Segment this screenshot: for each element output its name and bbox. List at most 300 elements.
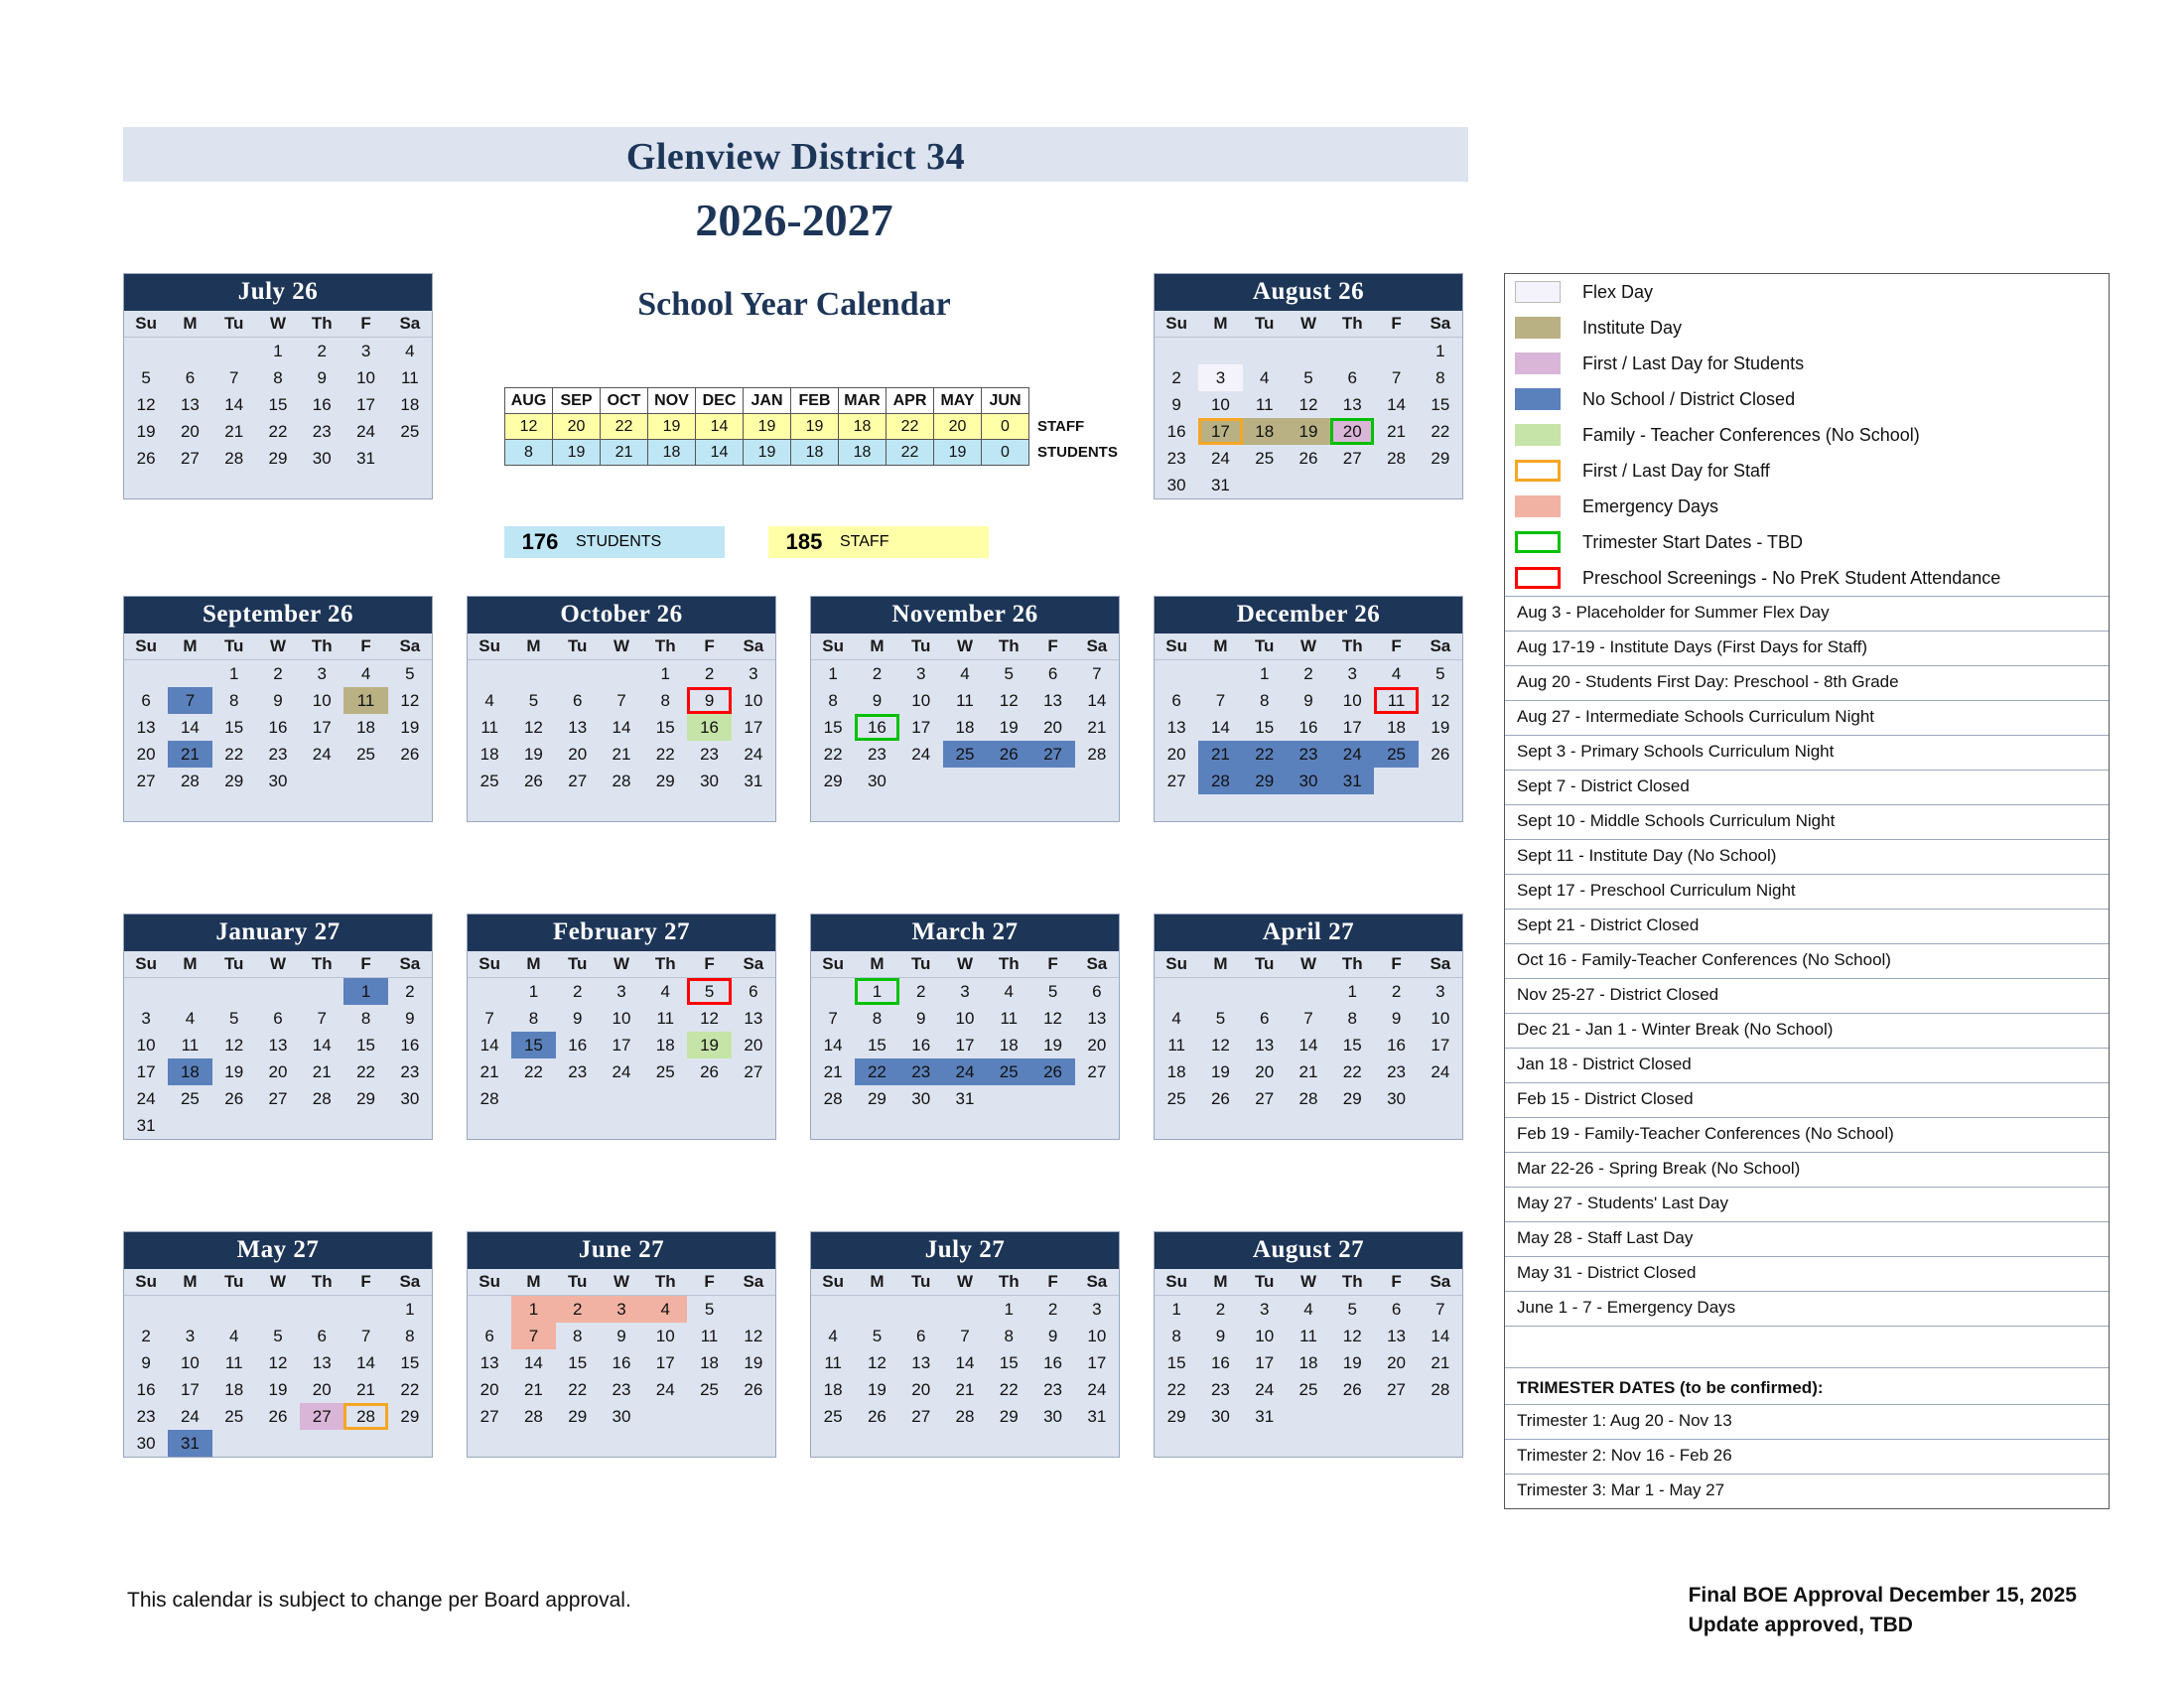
- day-number: 23: [268, 744, 288, 764]
- empty-cell: [687, 1430, 731, 1457]
- legend-label: First / Last Day for Staff: [1582, 460, 1770, 481]
- empty-cell: [1330, 794, 1374, 821]
- day-cell: [1155, 1058, 1198, 1085]
- day-number: 12: [744, 1326, 763, 1345]
- empty-cell: [468, 794, 511, 821]
- day-number: [1374, 768, 1418, 794]
- empty-cell: [1243, 977, 1287, 1005]
- day-number: [212, 794, 256, 821]
- day-cell: [687, 1349, 731, 1376]
- day-number: 7: [828, 1008, 838, 1028]
- day-number: 8: [1347, 1008, 1357, 1028]
- day-number: [732, 1112, 775, 1139]
- day-cell: [511, 1349, 555, 1376]
- day-cell: [1198, 1005, 1242, 1032]
- calendar-note: Mar 22-26 - Spring Break (No School): [1505, 1152, 2109, 1187]
- weekday-header: Su: [124, 1269, 168, 1295]
- day-cell: [1243, 1295, 1287, 1323]
- week-row: [811, 1112, 1119, 1139]
- weekday-header: M: [1198, 951, 1242, 977]
- day-number: 30: [268, 771, 288, 790]
- day-cell: [943, 714, 987, 741]
- day-cell: [556, 1403, 600, 1430]
- day-cell: [899, 687, 943, 714]
- week-row: [468, 714, 775, 741]
- month-grid: [811, 951, 1119, 1139]
- day-cell: [511, 1032, 555, 1058]
- day-cell: [987, 741, 1030, 768]
- empty-cell: [168, 1295, 211, 1323]
- school-year-title: 2026-2027: [695, 195, 893, 245]
- empty-cell: [1419, 1403, 1462, 1430]
- empty-cell: [212, 977, 256, 1005]
- day-number: [1243, 338, 1287, 364]
- day-number: 10: [612, 1008, 631, 1028]
- day-number: [468, 794, 511, 821]
- day-cell: [168, 1085, 211, 1112]
- empty-cell: [600, 659, 643, 687]
- day-cell: [1030, 1295, 1074, 1323]
- attendance-students-cell: 19: [744, 440, 791, 466]
- day-cell: [1287, 1032, 1330, 1058]
- day-number: 3: [1092, 1299, 1102, 1319]
- empty-cell: [811, 1430, 855, 1457]
- weekday-header: Tu: [212, 1269, 256, 1295]
- empty-cell: [124, 977, 168, 1005]
- day-cell: [300, 687, 343, 714]
- day-number: 15: [400, 1352, 420, 1372]
- attendance-students-cell: 0: [982, 440, 1029, 466]
- weekday-header: Su: [124, 951, 168, 977]
- day-number: 10: [180, 1352, 200, 1372]
- month-title: May 27: [124, 1232, 432, 1269]
- day-number: 24: [1255, 1379, 1275, 1399]
- day-cell: [124, 1005, 168, 1032]
- week-row: [811, 1058, 1119, 1085]
- day-number: 11: [1255, 394, 1274, 414]
- day-number: 24: [180, 1406, 200, 1426]
- day-cell: [643, 1295, 687, 1323]
- day-number: 21: [823, 1061, 843, 1081]
- legend-item-preschool-screenings: [1505, 560, 2109, 596]
- day-number: [943, 1112, 987, 1139]
- month-title: January 27: [124, 914, 432, 951]
- day-number: [1030, 1085, 1074, 1112]
- day-cell: [1287, 741, 1330, 768]
- day-number: 26: [700, 1061, 719, 1081]
- day-cell: [256, 687, 300, 714]
- day-number: [1374, 1430, 1418, 1457]
- empty-cell: [899, 768, 943, 794]
- month-title: April 27: [1155, 914, 1462, 951]
- day-cell: [732, 687, 775, 714]
- day-cell: [855, 1376, 898, 1403]
- day-cell: [168, 1323, 211, 1349]
- day-number: 26: [268, 1406, 288, 1426]
- day-cell: [256, 337, 300, 364]
- week-row: [124, 1112, 432, 1139]
- day-number: [1155, 1112, 1198, 1139]
- day-number: 14: [1298, 1035, 1318, 1055]
- month-title: July 27: [811, 1232, 1119, 1269]
- day-number: 26: [1210, 1088, 1230, 1108]
- empty-cell: [811, 977, 855, 1005]
- day-number: [212, 978, 256, 1005]
- empty-cell: [811, 794, 855, 821]
- day-number: 7: [317, 1008, 327, 1028]
- day-number: 8: [872, 1008, 883, 1028]
- day-cell: [855, 768, 898, 794]
- day-cell: [899, 1349, 943, 1376]
- day-number: 28: [612, 771, 631, 790]
- day-number: 12: [523, 717, 543, 737]
- day-number: 31: [1210, 475, 1230, 494]
- attendance-students-cell: 18: [839, 440, 887, 466]
- day-cell: [643, 1005, 687, 1032]
- empty-cell: [556, 1112, 600, 1139]
- weekday-header: F: [1030, 1269, 1074, 1295]
- week-row: [1155, 794, 1462, 821]
- week-row: [811, 794, 1119, 821]
- attendance-month-header: DEC: [696, 388, 744, 414]
- footer-disclaimer: This calendar is subject to change per Board approval.: [127, 1589, 631, 1612]
- day-number: [811, 978, 855, 1005]
- weekday-header: Su: [1155, 633, 1198, 659]
- day-number: [212, 472, 256, 498]
- legend-label: Flex Day: [1582, 281, 1654, 302]
- day-number: 16: [687, 714, 731, 741]
- day-number: 2: [1215, 1299, 1226, 1319]
- month-grid: [124, 311, 432, 498]
- day-number: 11: [956, 690, 974, 710]
- day-number: 5: [228, 1008, 239, 1028]
- empty-cell: [1030, 1430, 1074, 1457]
- day-number: 5: [1435, 663, 1445, 683]
- day-number: 26: [136, 448, 156, 468]
- day-cell: [511, 714, 555, 741]
- day-number: 12: [224, 1035, 244, 1055]
- weekday-header: Tu: [556, 633, 600, 659]
- day-number: 8: [528, 1008, 539, 1028]
- day-cell: [899, 1376, 943, 1403]
- day-cell: [1030, 1376, 1074, 1403]
- day-number: [300, 472, 343, 498]
- empty-cell: [1155, 794, 1198, 821]
- week-row: [124, 977, 432, 1005]
- empty-cell: [732, 794, 775, 821]
- day-cell: [1330, 1058, 1374, 1085]
- day-number: [1374, 1112, 1418, 1139]
- day-cell: [556, 1032, 600, 1058]
- day-number: 20: [911, 1379, 931, 1399]
- day-cell: [1374, 687, 1418, 714]
- day-cell: [468, 1085, 511, 1112]
- weekday-header: F: [1374, 1269, 1418, 1295]
- day-number: [987, 1085, 1030, 1112]
- weekday-header: Su: [124, 633, 168, 659]
- day-cell: [388, 1403, 432, 1430]
- weekday-header-row: [124, 633, 432, 659]
- day-cell: [1287, 1005, 1330, 1032]
- empty-cell: [300, 1295, 343, 1323]
- day-number: 30: [911, 1088, 931, 1108]
- day-number: 7: [228, 367, 239, 387]
- day-number: 23: [700, 744, 719, 764]
- weekday-header-row: [468, 951, 775, 977]
- week-row: [1155, 1005, 1462, 1032]
- weekday-header: Sa: [1419, 633, 1462, 659]
- day-cell: [687, 768, 731, 794]
- empty-cell: [511, 659, 555, 687]
- day-cell: [811, 1005, 855, 1032]
- weekday-header-row: [1155, 1269, 1462, 1295]
- day-number: 12: [1342, 1326, 1362, 1345]
- day-number: [300, 768, 343, 794]
- day-cell: [1155, 418, 1198, 445]
- day-cell: [511, 1058, 555, 1085]
- day-cell: [300, 1058, 343, 1085]
- day-number: [1374, 1403, 1418, 1430]
- day-cell: [1030, 741, 1074, 768]
- day-cell: [300, 337, 343, 364]
- day-cell: [124, 364, 168, 391]
- day-number: 20: [180, 421, 200, 441]
- day-number: 29: [1166, 1406, 1186, 1426]
- day-cell: [1198, 418, 1242, 445]
- attendance-staff-cell: 18: [839, 414, 887, 440]
- month-grid: [468, 1269, 775, 1457]
- day-number: [943, 1296, 987, 1323]
- day-cell: [855, 1403, 898, 1430]
- day-number: 30: [1043, 1406, 1062, 1426]
- day-number: 12: [136, 394, 156, 414]
- day-number: 30: [612, 1406, 631, 1426]
- day-number: [1198, 338, 1242, 364]
- day-number: 25: [700, 1379, 719, 1399]
- calendar-note: Sept 17 - Preschool Curriculum Night: [1505, 874, 2109, 909]
- day-number: 29: [400, 1406, 420, 1426]
- day-number: 18: [1243, 418, 1287, 445]
- day-number: 19: [687, 1032, 731, 1058]
- day-number: 25: [400, 421, 420, 441]
- week-row: [468, 1349, 775, 1376]
- empty-cell: [1030, 1085, 1074, 1112]
- day-number: 17: [1342, 717, 1362, 737]
- day-number: [899, 768, 943, 794]
- month-title: August 27: [1155, 1232, 1462, 1269]
- day-number: 30: [312, 448, 332, 468]
- day-cell: [1243, 445, 1287, 472]
- day-cell: [1374, 977, 1418, 1005]
- day-cell: [987, 687, 1030, 714]
- day-cell: [687, 1058, 731, 1085]
- weekday-header: Th: [1330, 633, 1374, 659]
- day-number: 1: [273, 341, 283, 360]
- empty-cell: [1155, 337, 1198, 364]
- week-row: [124, 337, 432, 364]
- day-number: 28: [1298, 1088, 1318, 1108]
- day-cell: [1374, 1085, 1418, 1112]
- day-number: [1030, 768, 1074, 794]
- day-cell: [1374, 1005, 1418, 1032]
- day-number: [987, 1112, 1030, 1139]
- day-number: [343, 794, 387, 821]
- month-block: [1154, 596, 1463, 822]
- day-cell: [1030, 687, 1074, 714]
- day-cell: [300, 1032, 343, 1058]
- weekday-header: Tu: [1243, 1269, 1287, 1295]
- day-number: [987, 794, 1030, 821]
- day-cell: [1287, 1376, 1330, 1403]
- weekday-header: Tu: [1243, 311, 1287, 337]
- day-cell: [212, 1032, 256, 1058]
- day-number: 7: [616, 690, 626, 710]
- day-cell: [643, 1323, 687, 1349]
- week-row: [124, 445, 432, 472]
- day-number: 11: [1167, 1035, 1185, 1055]
- day-number: [643, 794, 687, 821]
- day-cell: [1330, 659, 1374, 687]
- day-number: 22: [268, 421, 288, 441]
- empty-cell: [987, 1112, 1030, 1139]
- weekday-header: W: [256, 1269, 300, 1295]
- day-cell: [124, 1376, 168, 1403]
- week-row: [468, 1430, 775, 1457]
- empty-cell: [1330, 337, 1374, 364]
- week-row: [1155, 714, 1462, 741]
- attendance-month-header: AUG: [505, 388, 553, 414]
- day-cell: [811, 1058, 855, 1085]
- weekday-header: W: [1287, 633, 1330, 659]
- day-cell: [1243, 659, 1287, 687]
- month-block: [1154, 1231, 1463, 1458]
- weekday-header: W: [1287, 1269, 1330, 1295]
- day-number: 14: [1387, 394, 1406, 414]
- day-cell: [343, 391, 387, 418]
- day-number: 28: [224, 448, 244, 468]
- month-title: October 26: [468, 597, 775, 633]
- day-number: [388, 794, 432, 821]
- day-cell: [1198, 1403, 1242, 1430]
- day-cell: [300, 741, 343, 768]
- day-number: 30: [136, 1433, 156, 1453]
- day-number: 29: [568, 1406, 588, 1426]
- day-number: 4: [484, 690, 494, 710]
- weekday-header: Sa: [1419, 951, 1462, 977]
- day-number: [1330, 794, 1374, 821]
- day-cell: [468, 1403, 511, 1430]
- day-number: 30: [1166, 475, 1186, 494]
- day-cell: [1155, 1032, 1198, 1058]
- day-cell: [1155, 1376, 1198, 1403]
- week-row: [468, 1112, 775, 1139]
- calendar-subtitle: School Year Calendar: [637, 286, 951, 323]
- month-block: [123, 914, 433, 1140]
- day-cell: [1155, 1295, 1198, 1323]
- day-number: 22: [224, 744, 244, 764]
- day-number: 23: [1043, 1379, 1062, 1399]
- day-number: 21: [312, 1061, 332, 1081]
- trimester-heading: TRIMESTER DATES (to be confirmed):: [1505, 1367, 2109, 1404]
- day-number: [1075, 794, 1119, 821]
- week-row: [1155, 1058, 1462, 1085]
- day-number: 12: [1043, 1008, 1062, 1028]
- day-cell: [1198, 1376, 1242, 1403]
- day-cell: [1243, 741, 1287, 768]
- day-number: 26: [867, 1406, 887, 1426]
- day-number: [388, 1112, 432, 1139]
- day-number: 5: [1004, 663, 1014, 683]
- day-cell: [1330, 741, 1374, 768]
- day-cell: [1155, 741, 1198, 768]
- day-number: [943, 768, 987, 794]
- empty-cell: [124, 794, 168, 821]
- weekday-header: Th: [643, 951, 687, 977]
- empty-cell: [643, 1403, 687, 1430]
- day-number: 15: [268, 394, 288, 414]
- month-block: [123, 596, 433, 822]
- week-row: [468, 1376, 775, 1403]
- day-cell: [468, 687, 511, 714]
- day-number: 15: [356, 1035, 375, 1055]
- day-cell: [1155, 472, 1198, 498]
- day-number: [1075, 768, 1119, 794]
- week-row: [468, 794, 775, 821]
- day-cell: [899, 1032, 943, 1058]
- empty-cell: [212, 1295, 256, 1323]
- day-cell: [1155, 445, 1198, 472]
- day-cell: [343, 364, 387, 391]
- day-number: 27: [180, 448, 200, 468]
- day-number: 11: [343, 687, 387, 714]
- day-number: 5: [141, 367, 151, 387]
- day-number: 16: [312, 394, 332, 414]
- day-number: 20: [268, 1061, 288, 1081]
- day-number: [556, 794, 600, 821]
- empty-cell: [1419, 472, 1462, 498]
- empty-cell: [511, 1112, 555, 1139]
- day-number: 13: [136, 717, 156, 737]
- day-number: 4: [1259, 367, 1270, 387]
- day-cell: [855, 741, 898, 768]
- weekday-header: Th: [987, 1269, 1030, 1295]
- day-number: 17: [655, 1352, 675, 1372]
- day-number: 17: [1431, 1035, 1450, 1055]
- day-number: 4: [660, 981, 670, 1001]
- day-number: [600, 1430, 643, 1457]
- day-cell: [1243, 1349, 1287, 1376]
- attendance-totals: [504, 526, 989, 558]
- day-cell: [1330, 364, 1374, 391]
- day-cell: [168, 1058, 211, 1085]
- empty-cell: [943, 1430, 987, 1457]
- day-cell: [1198, 364, 1242, 391]
- day-cell: [1075, 741, 1119, 768]
- day-number: 5: [1347, 1299, 1357, 1319]
- day-number: [1075, 1430, 1119, 1457]
- day-number: 5: [1215, 1008, 1226, 1028]
- day-cell: [468, 1032, 511, 1058]
- day-number: 29: [268, 448, 288, 468]
- day-number: 7: [1092, 663, 1102, 683]
- day-cell: [343, 687, 387, 714]
- day-cell: [212, 1058, 256, 1085]
- day-number: 9: [1215, 1326, 1226, 1345]
- month-block: [467, 1231, 776, 1458]
- day-cell: [1330, 1376, 1374, 1403]
- attendance-month-header: JUN: [982, 388, 1029, 414]
- day-cell: [732, 1005, 775, 1032]
